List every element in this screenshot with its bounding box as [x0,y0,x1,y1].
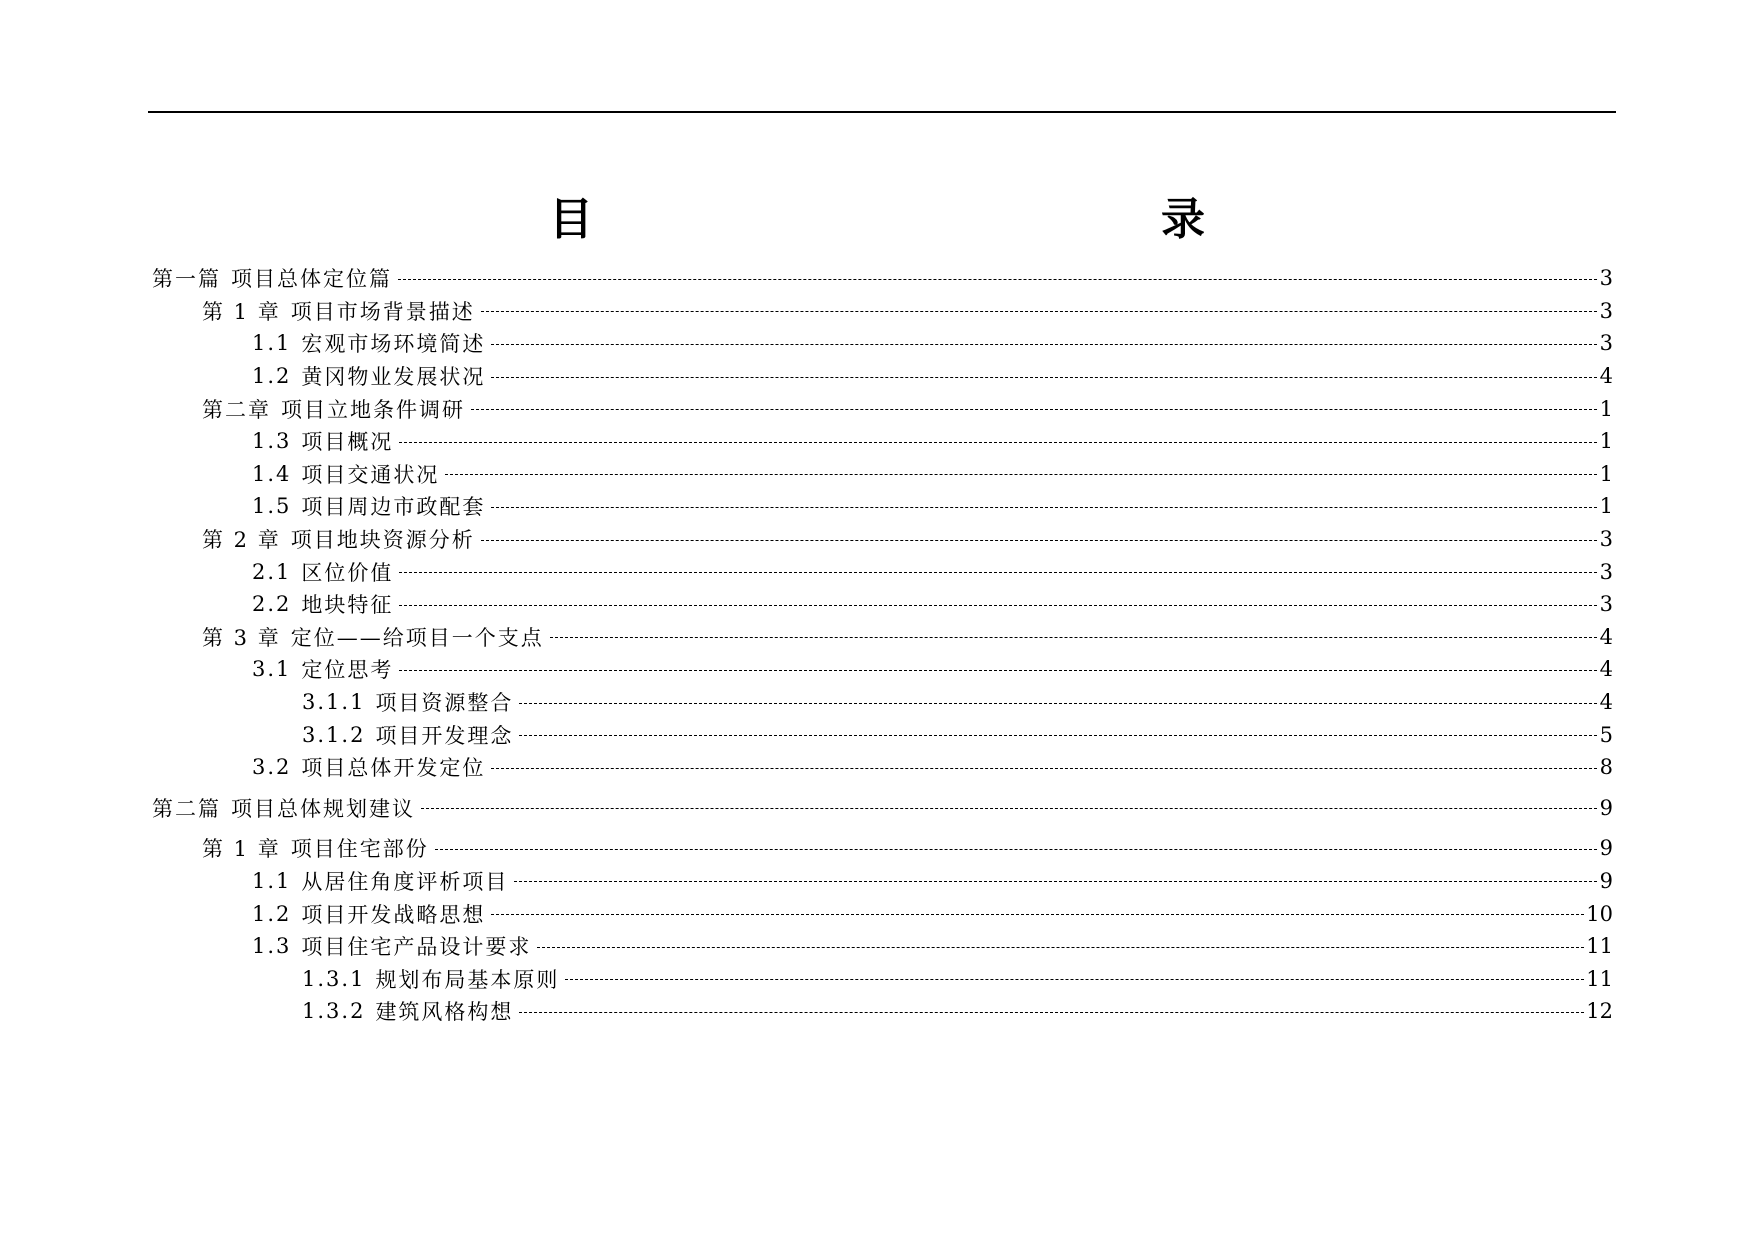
toc-entry-number: 第 2 章 [202,528,281,553]
toc-leader-dashes [421,808,1597,809]
toc-entry-page-number: 3 [1599,527,1613,552]
toc-entry-number: 1.4 [252,461,292,486]
toc-entry[interactable] [152,425,1613,458]
toc-entry-title: 项目总体规划建议 [231,796,415,821]
toc-entry-page-number: 1 [1599,461,1613,486]
toc-leader-dashes [519,1012,1584,1013]
toc-entry[interactable] [152,392,1613,425]
toc-entry-page-number: 8 [1599,755,1613,780]
toc-leader-dashes [399,572,1597,573]
toc-entry[interactable] [152,930,1613,963]
toc-entry-number: 3.2 [252,755,292,780]
toc-leader-dashes [435,849,1597,850]
toc-entry-number: 1.2 [252,364,292,389]
toc-entry-number: 第 1 章 [202,299,281,324]
toc-entry-page-number: 5 [1599,722,1613,747]
toc-entry-number: 1.3 [252,934,292,959]
toc-entry-number: 1.3.1 [302,966,366,991]
toc-leader-dashes [519,735,1597,736]
toc-entry-number: 1.2 [252,901,292,926]
toc-entry[interactable] [152,295,1613,328]
toc-entry-page-number: 11 [1586,966,1613,991]
toc-entry-page-number: 9 [1599,868,1613,893]
toc-entry-title: 项目住宅部份 [290,837,429,862]
header-rule [148,111,1616,113]
toc-entry-page-number: 4 [1599,657,1613,682]
toc-entry-title: 项目开发理念 [375,723,514,748]
toc-leader-dashes [519,703,1597,704]
toc-leader-dashes [491,507,1597,508]
toc-leader-dashes [398,279,1597,280]
toc-entry-title: 项目住宅产品设计要求 [301,935,532,960]
toc-entry-page-number: 9 [1599,836,1613,861]
toc-entry[interactable] [152,360,1613,393]
toc-entry[interactable] [152,588,1613,621]
toc-leader-dashes [481,311,1597,312]
toc-entry-page-number: 3 [1599,559,1613,584]
toc-entry[interactable] [152,751,1613,784]
toc-leader-dashes [491,768,1597,769]
toc-entry-title: 项目立地条件调研 [281,397,465,422]
toc-entry-title: 项目概况 [301,430,394,455]
toc-entry-title: 建筑风格构想 [375,1000,514,1025]
toc-entry-number: 1.1 [252,868,292,893]
toc-entry-title: 黄冈物业发展状况 [301,365,486,390]
toc-entry[interactable] [152,621,1613,654]
toc-entry-page-number: 3 [1599,331,1613,356]
toc-entry[interactable] [152,653,1613,686]
page-title: 目 录 [549,194,1365,245]
toc-entry-page-number: 9 [1599,795,1613,820]
toc-entry-title: 项目开发战略思想 [301,902,486,927]
toc-entry-number: 1.3 [252,429,292,454]
toc-entry-title: 项目交通状况 [301,462,440,487]
toc-entry-title: 地块特征 [301,593,394,618]
toc-leader-dashes [481,540,1597,541]
toc-leader-dashes [537,947,1584,948]
toc-leader-dashes [399,670,1597,671]
toc-leader-dashes [471,409,1597,410]
toc-list [152,262,1613,1028]
toc-entry-title: 宏观市场环境简述 [301,332,486,357]
toc-entry-page-number: 1 [1599,396,1613,421]
toc-entry-number: 第二篇 [152,796,221,821]
toc-entry[interactable] [152,865,1613,898]
toc-entry[interactable] [152,262,1613,295]
toc-entry-page-number: 3 [1599,298,1613,323]
toc-entry-title: 项目总体开发定位 [301,756,486,781]
toc-entry[interactable] [152,995,1613,1028]
toc-entry-page-number: 12 [1586,999,1613,1024]
toc-leader-dashes [491,344,1597,345]
toc-entry-number: 2.1 [252,559,292,584]
toc-leader-dashes [550,637,1597,638]
toc-entry-page-number: 4 [1599,690,1613,715]
toc-leader-dashes [445,474,1597,475]
toc-leader-dashes [491,914,1584,915]
toc-entry-title: 定位思考 [301,658,394,683]
toc-entry[interactable] [152,490,1613,523]
toc-entry-number: 第 3 章 [202,625,281,650]
toc-entry[interactable] [152,792,1613,825]
toc-entry[interactable] [152,897,1613,930]
toc-entry-page-number: 11 [1586,934,1613,959]
toc-entry-number: 1.1 [252,331,292,356]
toc-entry-title: 项目周边市政配套 [301,495,486,520]
toc-entry-title: 从居住角度评析项目 [301,869,509,894]
toc-leader-dashes [514,881,1597,882]
toc-entry-title: 项目资源整合 [375,691,514,716]
toc-leader-dashes [565,979,1584,980]
toc-entry-number: 第 1 章 [202,837,281,862]
toc-entry-page-number: 3 [1599,266,1613,291]
toc-entry-title: 项目市场背景描述 [290,299,475,324]
toc-entry-title: 规划布局基本原则 [375,967,560,992]
toc-entry-number: 3.1.2 [302,722,366,747]
toc-entry-number: 2.2 [252,592,292,617]
toc-entry-page-number: 3 [1599,592,1613,617]
toc-entry-number: 1.5 [252,494,292,519]
toc-entry-page-number: 10 [1586,901,1613,926]
toc-entry[interactable] [152,832,1613,865]
toc-entry-title: 项目总体定位篇 [231,267,392,292]
toc-entry-page-number: 4 [1599,624,1613,649]
toc-entry[interactable] [152,962,1613,995]
toc-entry-number: 第一篇 [152,267,221,292]
toc-entry-number: 第二章 [202,397,271,422]
toc-entry[interactable] [152,327,1613,360]
toc-entry-title: 项目地块资源分析 [290,528,475,553]
toc-entry[interactable] [152,555,1613,588]
toc-leader-dashes [399,605,1597,606]
toc-entry-number: 1.3.2 [302,999,366,1024]
toc-entry-page-number: 1 [1599,429,1613,454]
toc-leader-dashes [399,442,1597,443]
toc-entry-page-number: 4 [1599,364,1613,389]
toc-entry-title: 区位价值 [301,560,394,585]
toc-entry[interactable] [152,686,1613,719]
toc-entry-number: 3.1 [252,657,292,682]
toc-entry[interactable] [152,523,1613,556]
toc-entry-page-number: 1 [1599,494,1613,519]
toc-leader-dashes [491,377,1597,378]
toc-entry-title: 定位——给项目一个支点 [290,625,544,650]
toc-entry[interactable] [152,458,1613,491]
toc-entry-number: 3.1.1 [302,690,366,715]
toc-entry[interactable] [152,718,1613,751]
